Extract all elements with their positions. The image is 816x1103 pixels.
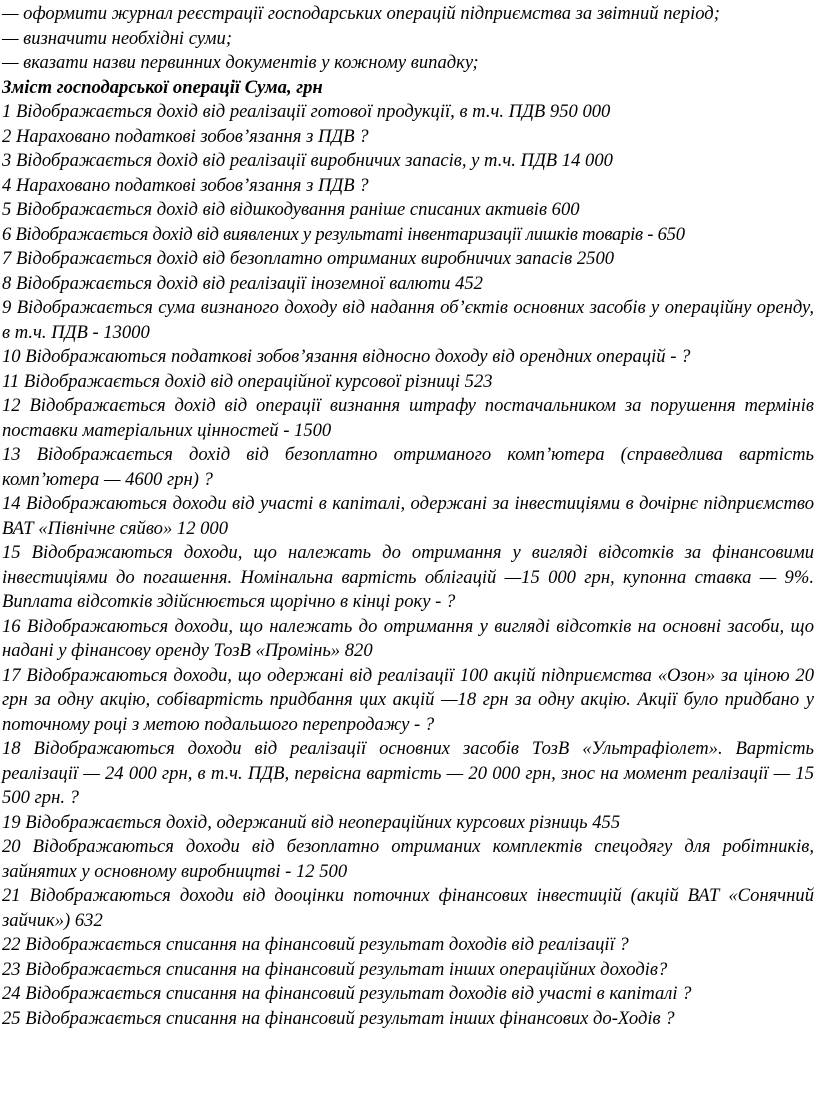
operation-13: 13 Відображається дохід від безоплатно отриманого комп’ютера (справедлива вартість комп’ютера — 4600 грн) ? <box>2 444 814 490</box>
operation-24: 24 Відображається списання на фінансовий результат доходів від участі в капіталі ? <box>2 983 692 1004</box>
operation-9: 9 Відображається сума визнаного доходу від надання об’єктів основних засобів у операційну оренду, в т.ч. ПДВ - 13000 <box>2 297 814 343</box>
operation-18: 18 Відображаються доходи від реалізації основних засобів ТозВ «Ультрафіолет». Вартість реалізації — 24 000 грн, в т.ч. ПДВ, первісна вартість — 20 000 грн, знос на момент реалізації — 15 500 грн. ? <box>2 738 814 808</box>
document-page <box>2 2 814 1031</box>
operation-8: 8 Відображається дохід від реалізації іноземної валюти 452 <box>2 272 483 294</box>
operation-4: 4 Нараховано податкові зобов’язання з ПДВ ? <box>2 174 369 196</box>
operation-2: 2 Нараховано податкові зобов’язання з ПДВ ? <box>2 125 369 147</box>
operation-3: 3 Відображається дохід від реалізації виробничих запасів, у т.ч. ПДВ 14 000 <box>2 150 613 171</box>
operation-5: 5 Відображається дохід від відшкодування раніше списаних активів 600 <box>2 199 580 220</box>
operation-20: 20 Відображаються доходи від безоплатно отриманих комплектів спецодягу для робітників, зайнятих у основному виробництві - 12 500 <box>2 836 814 882</box>
operation-11: 11 Відображається дохід від операційної курсової різниці 523 <box>2 370 493 392</box>
task-item-1: — оформити журнал реєстрації господарських операцій підприємства за звітний період; <box>2 3 720 24</box>
operation-12: 12 Відображається дохід від операції визнання штрафу постачальником за порушення термінів поставки матеріальних цінностей - 1500 <box>2 395 814 441</box>
table-header: Зміст господарської операції Сума, грн <box>2 76 323 98</box>
operation-10: 10 Відображаються податкові зобов’язання відносно доходу від орендних операцій - ? <box>2 346 691 367</box>
operation-7: 7 Відображається дохід від безоплатно отриманих виробничих запасів 2500 <box>2 248 615 269</box>
operation-15: 15 Відображаються доходи, що належать до отримання у вигляді відсотків за фінансовими інвестиціями до погашення. Номінальна вартість облігацій —15 000 грн, купонна ставка — 9%. Виплата відсотків здійснюється щорічно в кінці року - ? <box>2 542 814 612</box>
operation-16: 16 Відображаються доходи, що належать до отримання у вигляді відсотків на основні засоби, що надані у фінансову оренду ТозВ «Промінь» 820 <box>2 615 814 661</box>
operation-6: 6 Відображається дохід від виявлених у результаті інвентаризації лишків товарів - 650 <box>2 223 685 245</box>
task-item-2: — визначити необхідні суми; <box>2 27 233 49</box>
operation-19: 19 Відображається дохід, одержаний від неопераційних курсових різниць 455 <box>2 811 621 833</box>
operation-23: 23 Відображається списання на фінансовий результат інших операційних доходів? <box>2 958 668 980</box>
operation-22: 22 Відображається списання на фінансовий результат доходів від реалізації ? <box>2 934 629 955</box>
operation-17: 17 Відображаються доходи, що одержані від реалізації 100 акцій підприємства «Озон» за ціною 20 грн за одну акцію, собівартість придбання цих акцій —18 грн за одну акцію. Акції було придбано у поточному році з метою подальшого перепродажу - ? <box>2 664 814 735</box>
operation-21: 21 Відображаються доходи від дооцінки поточних фінансових інвестицій (акцій ВАТ «Сонячний зайчик») 632 <box>2 885 814 931</box>
operation-1: 1 Відображається дохід від реалізації готової продукції, в т.ч. ПДВ 950 000 <box>2 101 611 122</box>
operation-25: 25 Відображається списання на фінансовий результат інших фінансових до-Ходів ? <box>2 1007 675 1029</box>
task-item-3: — вказати назви первинних документів у кожному випадку; <box>2 52 479 73</box>
operation-14: 14 Відображаються доходи від участі в капіталі, одержані за інвестиціями в дочірнє підприємство ВАТ «Північне сяйво» 12 000 <box>2 493 814 539</box>
